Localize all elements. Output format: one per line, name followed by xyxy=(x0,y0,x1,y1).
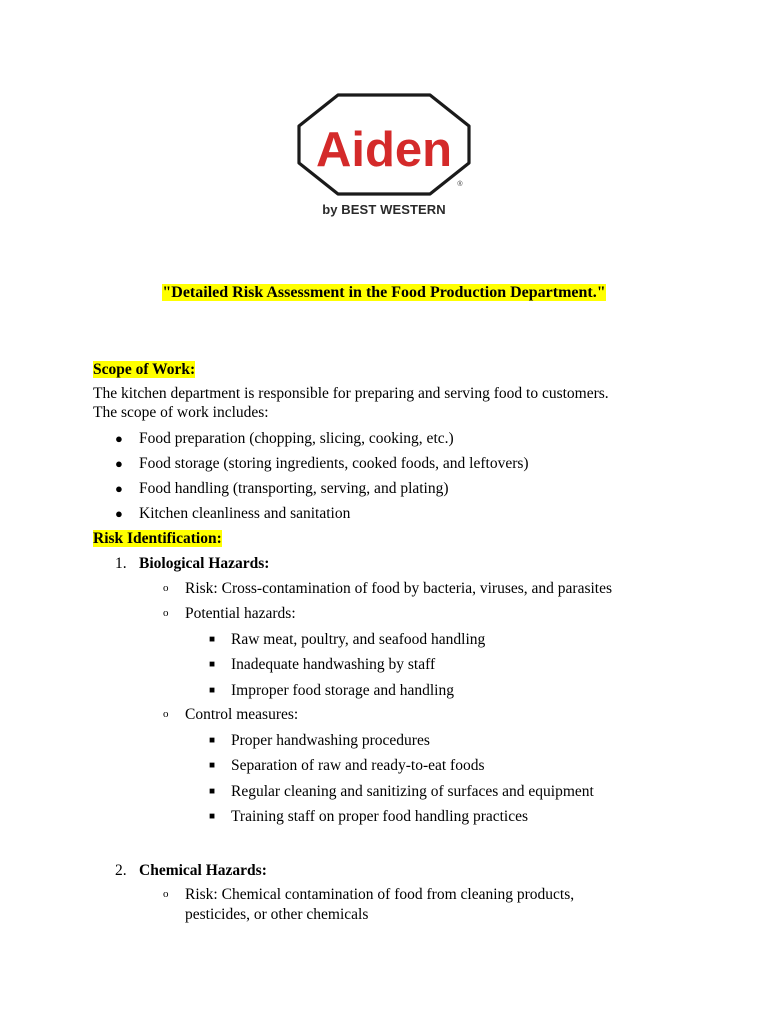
bullet-icon: ● xyxy=(115,505,123,521)
list-item xyxy=(139,705,693,830)
square-bullet-icon: ■ xyxy=(209,785,216,797)
list-item-text: Regular cleaning and sanitizing of surfaces and equipment xyxy=(231,782,594,800)
hazard-biological xyxy=(93,554,693,830)
list-item-text: Kitchen cleanliness and sanitation xyxy=(139,504,351,522)
scope-intro-line-2: The scope of work includes: xyxy=(93,404,269,421)
hazard-details xyxy=(139,885,693,924)
scope-heading-text: Scope of Work: xyxy=(93,361,196,378)
square-bullet-icon: ■ xyxy=(209,659,216,670)
list-item-text: Inadequate handwashing by staff xyxy=(231,656,436,673)
document-title xyxy=(0,284,768,302)
risk-text-line-2: pesticides, or other chemicals xyxy=(185,905,369,923)
scope-intro-line-1: The kitchen department is responsible for preparing and serving food to customers. xyxy=(93,384,609,402)
document-title-text: "Detailed Risk Assessment in the Food Production Department." xyxy=(162,284,606,301)
list-item xyxy=(185,804,693,830)
list-item-text: Food preparation (chopping, slicing, cooking, etc.) xyxy=(139,429,454,447)
circle-bullet-icon: o xyxy=(163,708,169,720)
potential-hazards-label: Potential hazards: xyxy=(185,605,296,622)
potential-hazards-list xyxy=(185,627,693,704)
hazard-details xyxy=(139,579,693,830)
square-bullet-icon: ■ xyxy=(209,684,216,696)
list-item-text: Raw meat, poultry, and seafood handling xyxy=(231,630,486,648)
logo-emblem xyxy=(296,92,476,197)
aiden-logo xyxy=(296,92,476,220)
square-bullet-icon: ■ xyxy=(209,734,216,746)
risk-text xyxy=(185,885,693,924)
control-measures-label: Control measures: xyxy=(185,706,299,723)
list-item xyxy=(185,652,693,678)
list-item xyxy=(185,728,693,754)
list-item xyxy=(185,678,693,704)
list-item-text: Training staff on proper food handling practices xyxy=(231,808,529,825)
list-item-text: Improper food storage and handling xyxy=(231,681,454,699)
risk-text-line-1: Risk: Chemical contamination of food from cleaning products, xyxy=(185,886,575,903)
circle-bullet-icon: o xyxy=(163,607,169,619)
list-item xyxy=(185,627,693,653)
risk-heading-text: Risk Identification: xyxy=(93,529,222,547)
list-item-text: Food storage (storing ingredients, cooked foods, and leftovers) xyxy=(139,454,529,472)
square-bullet-icon: ■ xyxy=(209,633,216,645)
square-bullet-icon: ■ xyxy=(209,811,216,822)
bullet-icon: ● xyxy=(115,455,123,471)
risk-text: Risk: Cross-contamination of food by bacteria, viruses, and parasites xyxy=(185,579,613,597)
logo-tagline: by BEST WESTERN xyxy=(322,202,446,217)
hazard-title: Chemical Hazards: xyxy=(139,861,267,879)
hazard-list xyxy=(93,554,693,924)
list-item xyxy=(185,779,693,805)
control-measures-list xyxy=(185,728,693,830)
hazard-number: 1. xyxy=(115,555,127,572)
scope-intro xyxy=(93,384,693,423)
scope-list xyxy=(93,426,693,526)
list-item-text: Proper handwashing procedures xyxy=(231,731,430,749)
list-item xyxy=(139,885,693,924)
list-item xyxy=(139,604,693,703)
bullet-icon: ● xyxy=(115,430,123,446)
square-bullet-icon: ■ xyxy=(209,760,216,771)
list-item xyxy=(139,579,693,605)
document-body xyxy=(93,360,693,924)
logo-brand-text: Aiden xyxy=(315,123,453,177)
list-item xyxy=(93,476,693,501)
list-item-text: Food handling (transporting, serving, and plating) xyxy=(139,479,449,497)
list-item-text: Separation of raw and ready-to-eat foods xyxy=(231,757,485,774)
circle-bullet-icon: o xyxy=(163,581,169,594)
list-item xyxy=(93,426,693,451)
hazard-title: Biological Hazards: xyxy=(139,555,270,572)
registered-mark: ® xyxy=(457,181,463,188)
hazard-number: 2. xyxy=(115,861,127,879)
hazard-chemical xyxy=(93,861,693,925)
risk-heading xyxy=(93,529,693,549)
list-item xyxy=(185,753,693,779)
list-item xyxy=(93,451,693,476)
scope-heading xyxy=(93,360,693,380)
bullet-icon: ● xyxy=(115,480,123,496)
list-item xyxy=(93,501,693,526)
circle-bullet-icon: o xyxy=(163,888,169,900)
